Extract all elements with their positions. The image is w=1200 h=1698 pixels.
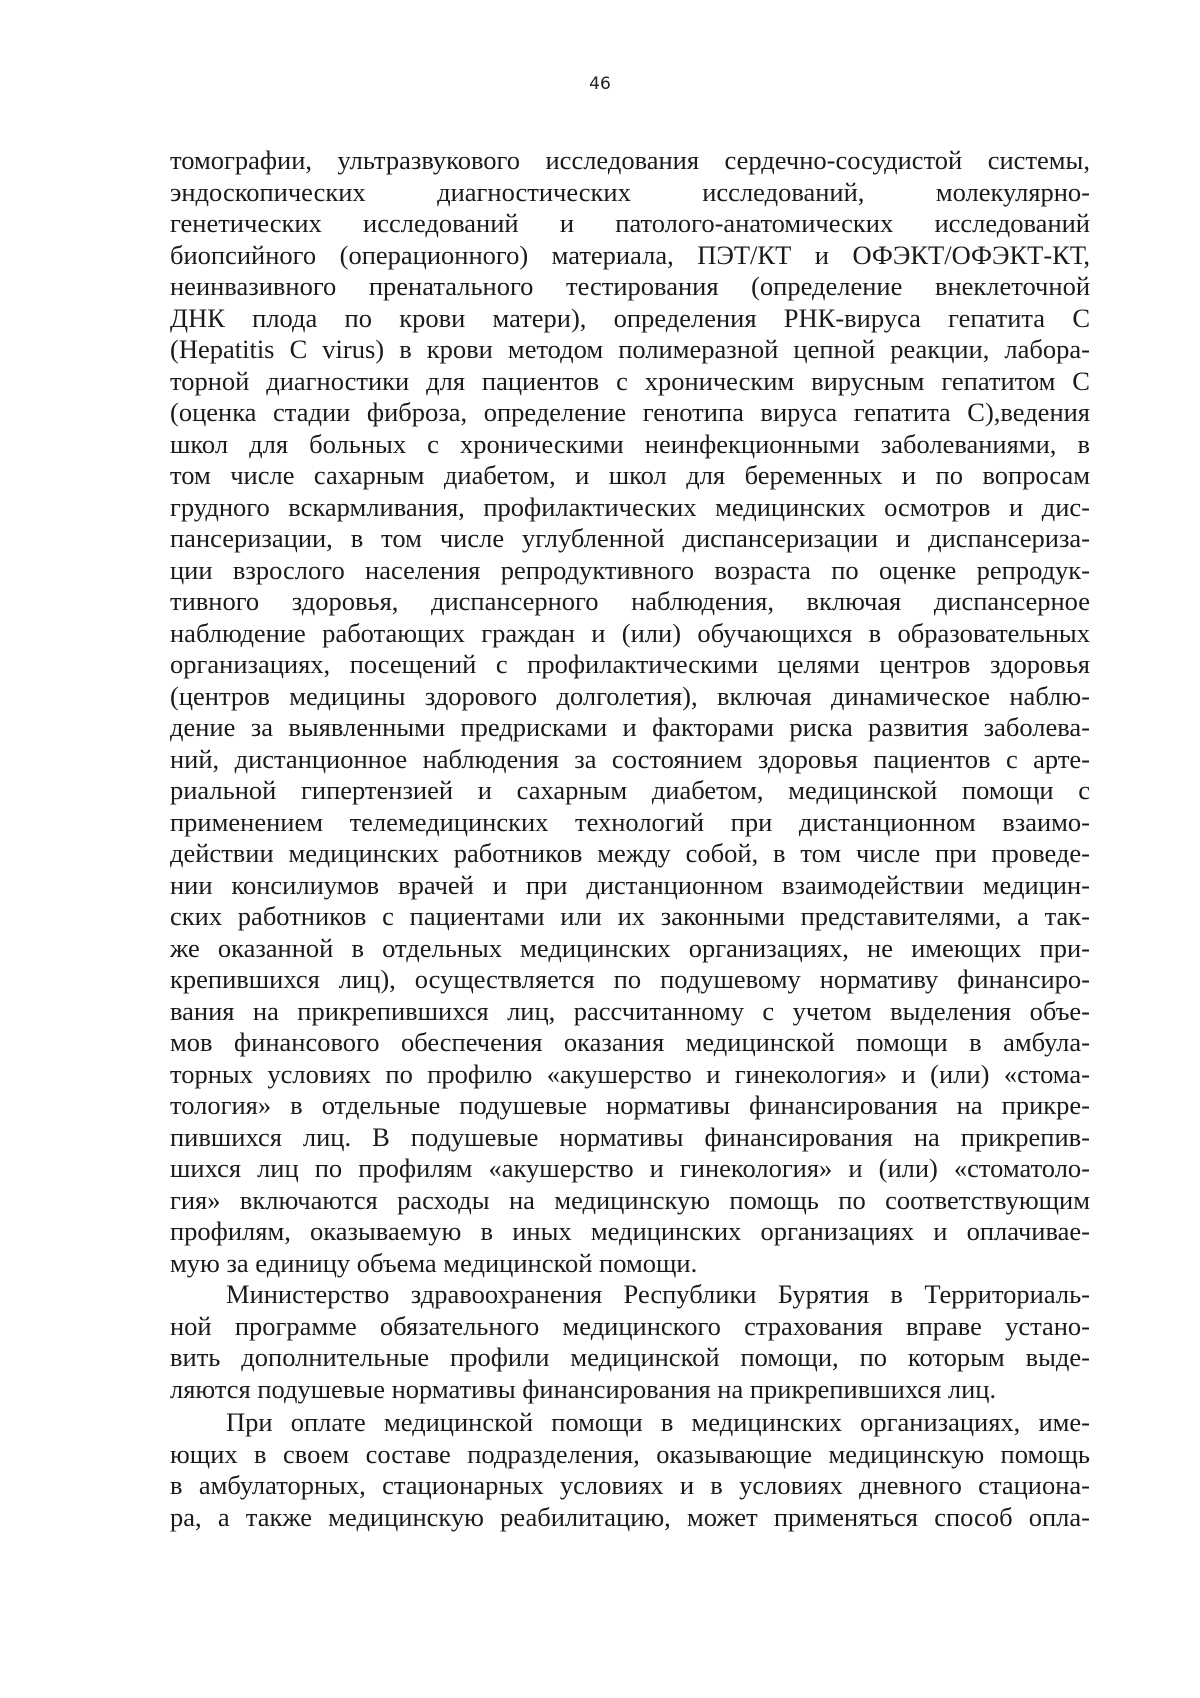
text-line: вания на прикрепившихся лиц, рассчитанному с учетом выделения объе- xyxy=(170,995,1090,1026)
document-body xyxy=(170,145,1090,1533)
text-line: торных условиях по профилю «акушерство и гинекология» и (или) «стома- xyxy=(170,1058,1090,1089)
text-line: (Hepatitis C virus) в крови методом полимеразной цепной реакции, лабора- xyxy=(170,334,1090,364)
text-line: гия» включаются расходы на медицинскую помощь по соответствующим xyxy=(170,1184,1090,1215)
text-line: эндоскопических диагностических исследований, молекулярно- xyxy=(170,176,1090,207)
text-line: торной диагностики для пациентов с хроническим вирусным гепатитом С xyxy=(170,365,1090,396)
text-line: генетических исследований и патолого-анатомических исследований xyxy=(170,208,1090,238)
text-line: тивного здоровья, диспансерного наблюдения, включая диспансерное xyxy=(170,586,1090,616)
text-line: При оплате медицинской помощи в медицинских организациях, име- xyxy=(226,1407,1090,1437)
text-line: ной программе обязательного медицинского страхования вправе устано- xyxy=(170,1310,1090,1341)
text-line: крепившихся лиц), осуществляется по подушевому нормативу финансиро- xyxy=(170,964,1090,994)
text-line: же оказанной в отдельных медицинских организациях, не имеющих при- xyxy=(170,932,1090,963)
text-line: (оценка стадии фиброза, определение генотипа вируса гепатита С),ведения xyxy=(170,397,1090,427)
text-line: пансеризации, в том числе углубленной диспансеризации и диспансериза- xyxy=(170,523,1090,553)
text-line: организациях, посещений с профилактическими целями центров здоровья xyxy=(170,649,1090,679)
text-line: (центров медицины здорового долголетия), включая динамическое наблю- xyxy=(170,680,1090,711)
text-line: вить дополнительные профили медицинской помощи, по которым выде- xyxy=(170,1342,1090,1372)
text-line: грудного вскармливания, профилактических медицинских осмотров и дис- xyxy=(170,491,1090,522)
text-line: ДНК плода по крови матери), определения РНК-вируса гепатита С xyxy=(170,302,1090,333)
text-line: пившихся лиц. В подушевые нормативы финансирования на прикрепив- xyxy=(170,1121,1090,1152)
text-line: школ для больных с хроническими неинфекционными заболеваниями, в xyxy=(170,428,1090,459)
paragraph xyxy=(170,145,1090,1279)
text-line: биопсийного (операционного) материала, ПЭТ/КТ и ОФЭКТ/ОФЭКТ-КТ, xyxy=(170,239,1090,270)
text-line: в амбулаторных, стационарных условиях и в условиях дневного стациона- xyxy=(170,1470,1090,1500)
text-line: ляются подушевые нормативы финансирования на прикрепившихся лиц. xyxy=(170,1373,997,1404)
text-line: мов финансового обеспечения оказания медицинской помощи в амбула- xyxy=(170,1027,1090,1057)
text-line: шихся лиц по профилям «акушерство и гинекология» и (или) «стоматоло- xyxy=(170,1153,1090,1183)
text-line: ний, дистанционное наблюдения за состоянием здоровья пациентов с арте- xyxy=(170,743,1090,774)
page-number: 46 xyxy=(589,74,611,94)
text-line: Министерство здравоохранения Республики Бурятия в Территориаль- xyxy=(226,1279,1090,1309)
text-line: ских работников с пациентами или их законными представителями, а так- xyxy=(170,901,1090,931)
text-line: мую за единицу объема медицинской помощи. xyxy=(170,1247,698,1278)
text-line: дение за выявленными предрисками и факторами риска развития заболева- xyxy=(170,712,1090,742)
paragraph xyxy=(170,1279,1090,1405)
text-line: ции взрослого населения репродуктивного возраста по оценке репродук- xyxy=(170,554,1090,585)
text-line: том числе сахарным диабетом, и школ для беременных и по вопросам xyxy=(170,460,1090,490)
text-line: неинвазивного пренатального тестирования (определение внеклеточной xyxy=(170,271,1090,301)
text-line: применением телемедицинских технологий при дистанционном взаимо- xyxy=(170,806,1090,837)
text-line: риальной гипертензией и сахарным диабетом, медицинской помощи с xyxy=(170,775,1090,805)
text-line: действии медицинских работников между собой, в том числе при проведе- xyxy=(170,838,1090,868)
text-line: нии консилиумов врачей и при дистанционном взаимодействии медицин- xyxy=(170,869,1090,900)
text-line: тология» в отдельные подушевые нормативы финансирования на прикре- xyxy=(170,1090,1090,1120)
text-line: томографии, ультразвукового исследования сердечно-сосудистой системы, xyxy=(170,145,1090,175)
text-line: профилям, оказываемую в иных медицинских организациях и оплачивае- xyxy=(170,1216,1090,1246)
text-line: ющих в своем составе подразделения, оказывающие медицинскую помощь xyxy=(170,1438,1090,1469)
paragraph xyxy=(170,1407,1090,1533)
text-line: ра, а также медицинскую реабилитацию, может применяться способ опла- xyxy=(170,1501,1090,1532)
text-line: наблюдение работающих граждан и (или) обучающихся в образовательных xyxy=(170,617,1090,648)
